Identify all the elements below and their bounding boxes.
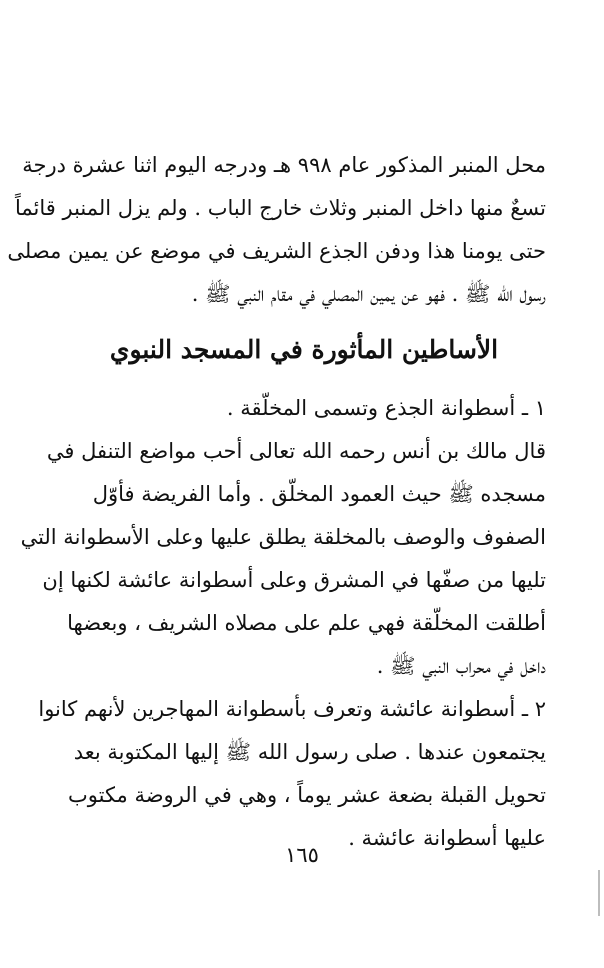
paragraph-pillars [20, 387, 546, 860]
text-line: أطلقت المخلّقة فهي علم على مصلاه الشريف ، وبعضها [67, 611, 546, 635]
page-number: ١٦٥ [285, 843, 319, 867]
text-line: قال مالك بن أنس رحمه الله تعالى أحب مواضع التنفل في [46, 439, 546, 463]
text-line: عليها أسطوانة عائشة . [348, 826, 546, 850]
text-line: تحويل القبلة بضعة عشر يوماً ، وهي في الروضة مكتوب [67, 783, 546, 807]
text-line: تليها من صفّها في المشرق وعلى أسطوانة عائشة لكنها إن [42, 568, 546, 592]
text-line: حتى يومنا هذا ودفن الجذع الشريف في موضع عن يمين مصلى [7, 239, 546, 263]
section-heading: الأساطين المأثورة في المسجد النبوي [109, 335, 499, 364]
text-line: الصفوف والوصف بالمخلقة يطلق عليها وعلى الأسطوانة التي [20, 525, 546, 549]
text-line: رسول الله ﷺ . فهو عن يمين المصلي في مقام النبي ﷺ . [191, 282, 546, 306]
text-line: ٢ ـ أسطوانة عائشة وتعرف بأسطوانة المهاجرين لأنهم كانوا [38, 697, 546, 721]
text-line: ١ ـ أسطوانة الجذع وتسمى المخلّقة . [226, 396, 546, 420]
scan-edge-shadow [598, 870, 600, 916]
text-line: مسجده ﷺ حيث العمود المخلّق . وأما الفريضة فأوّل [92, 482, 546, 506]
paragraph-minbar [7, 144, 546, 316]
text-line: داخل في محراب النبي ﷺ . [376, 654, 546, 678]
text-line: محل المنبر المذكور عام ٩٩٨ هـ ودرجه اليوم اثنا عشرة درجة [22, 153, 546, 177]
text-line: يجتمعون عندها . صلى رسول الله ﷺ إليها المكتوبة بعد [73, 740, 546, 764]
text-line: تسعٌ منها داخل المنبر وثلاث خارج الباب . ولم يزل المنبر قائماً [15, 196, 546, 220]
